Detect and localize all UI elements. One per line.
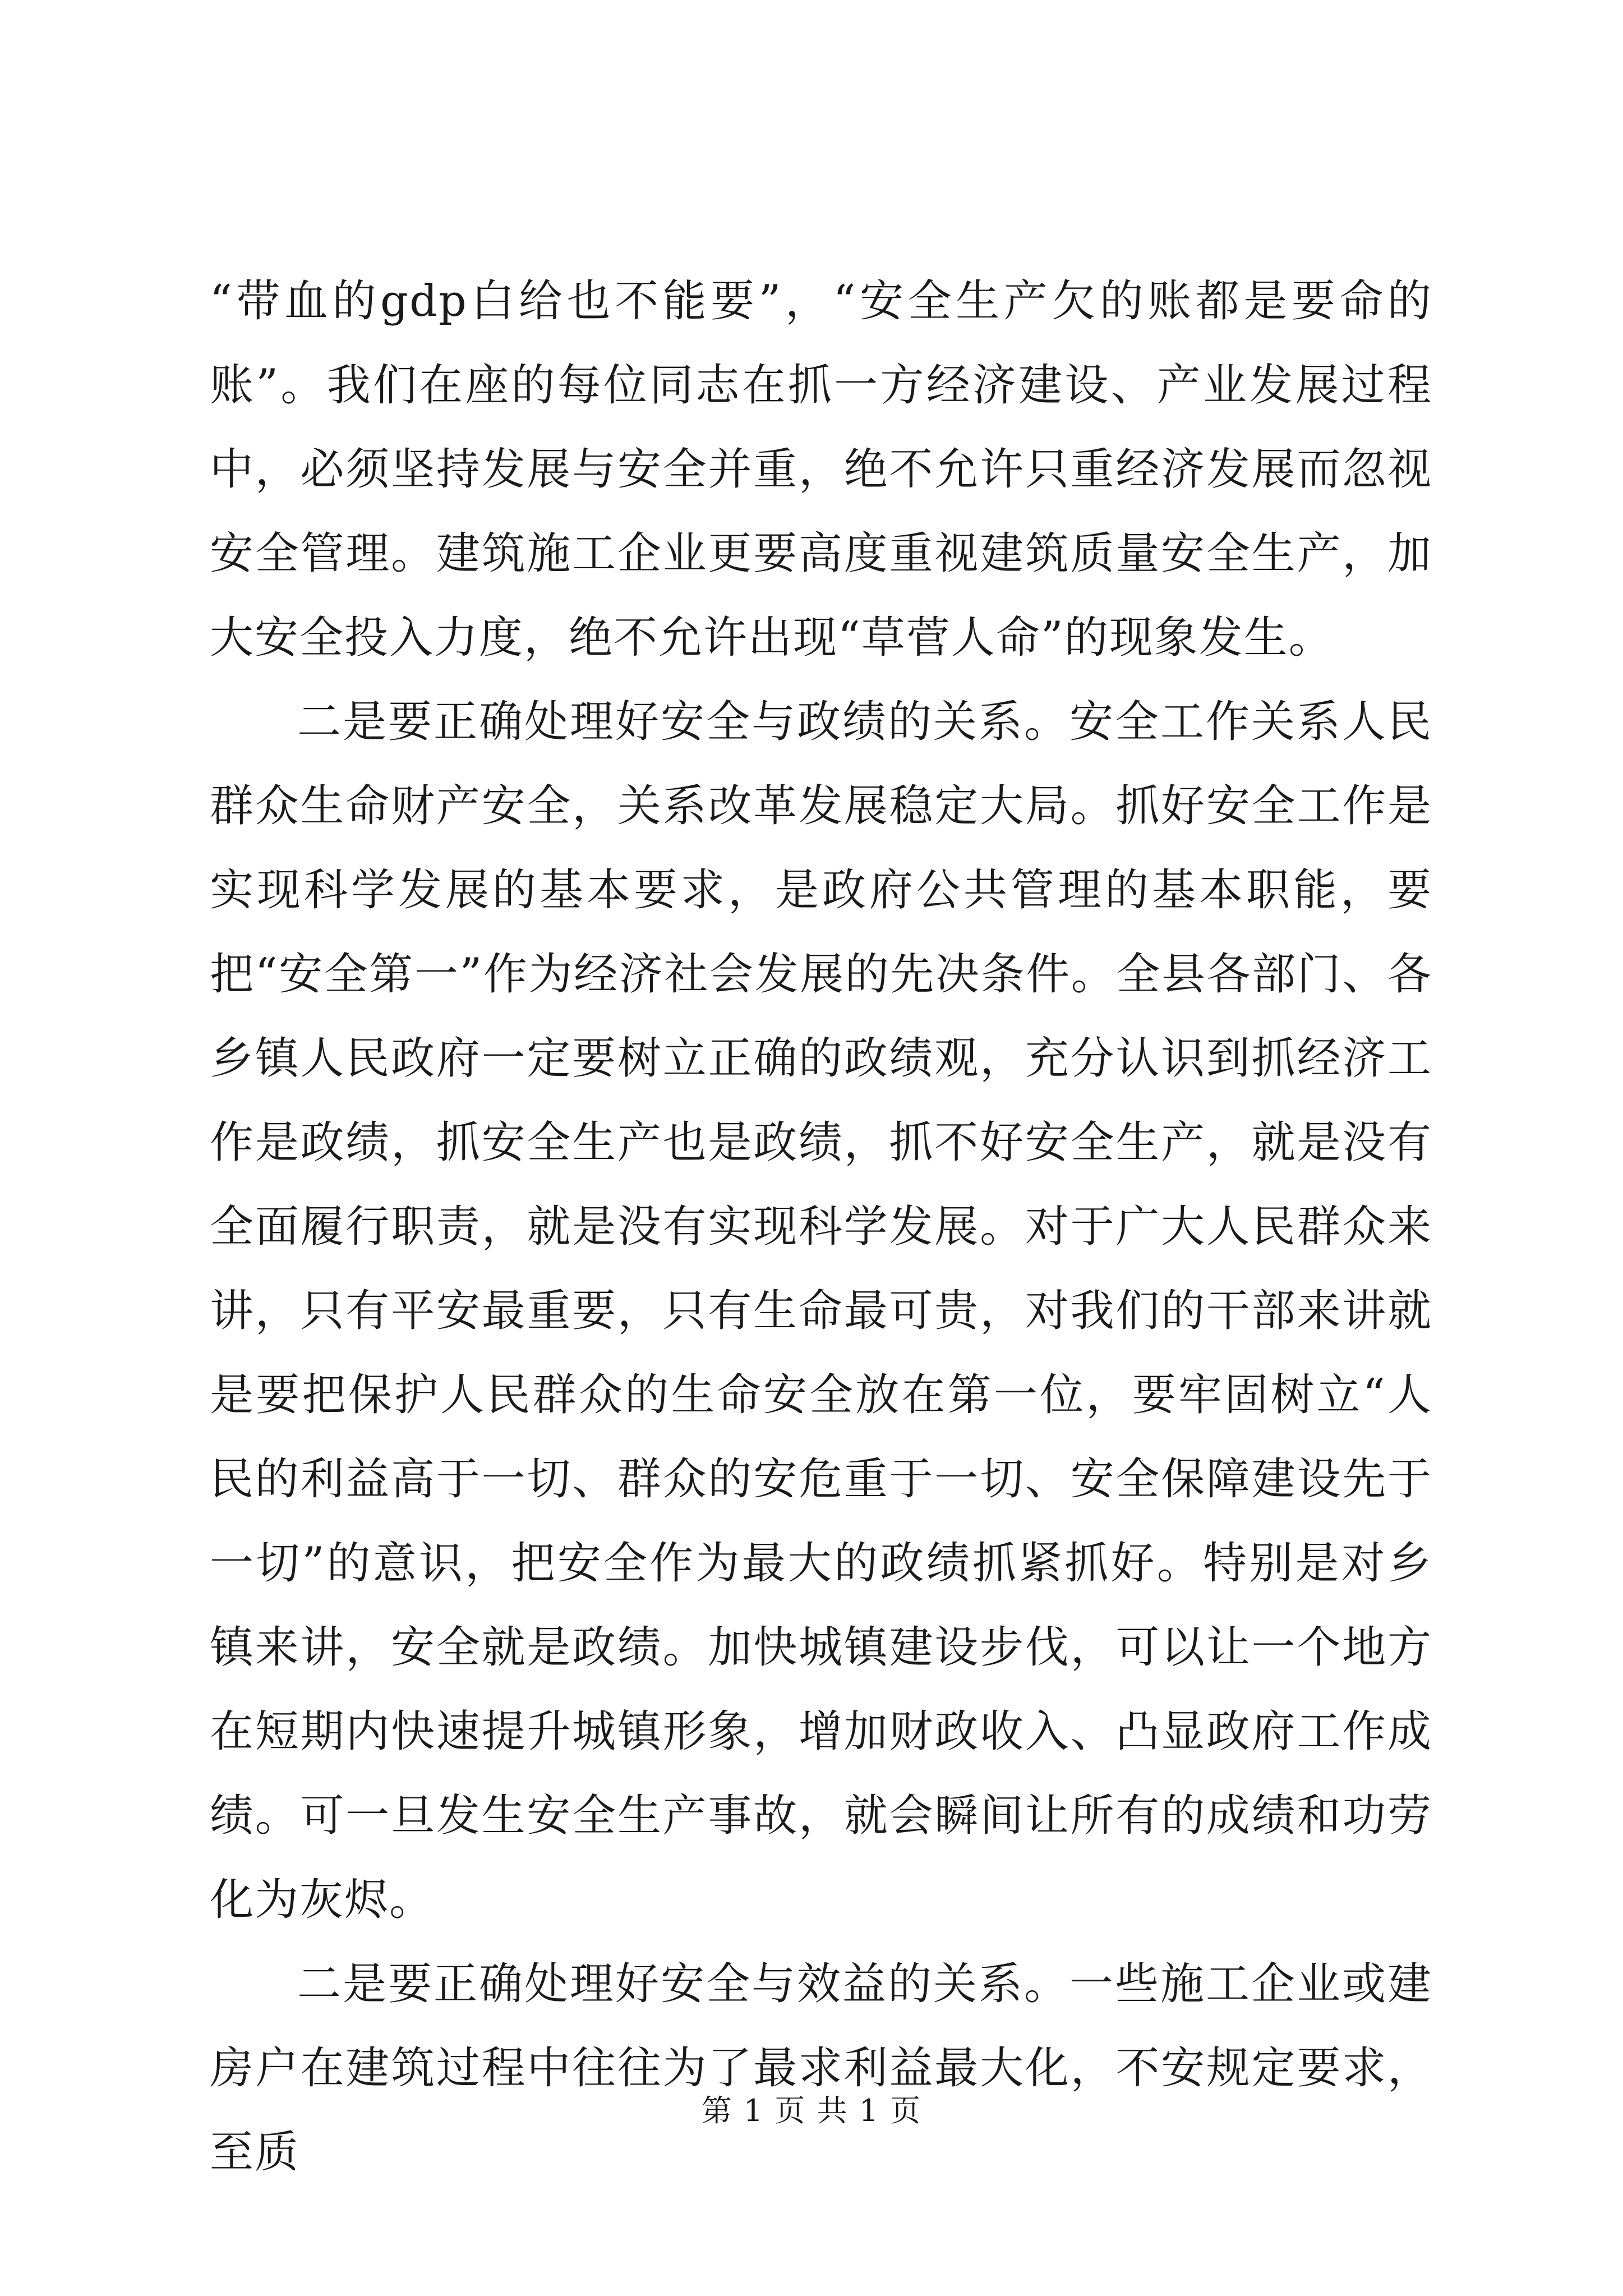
paragraph-1: “带血的gdp白给也不能要”，“安全生产欠的账都是要命的账”。我们在座的每位同志在抓一方经济建设、产业发展过程中，必须坚持发展与安全并重，绝不允许只重经济发展而忽视安全管理。建筑施工企业更要高度重视建筑质量安全生产，加大安全投入力度，绝不允许出现“草菅人命”的现象发生。 bbox=[210, 276, 1432, 663]
document-body bbox=[210, 259, 1432, 2194]
page-number-footer: 第 1 页 共 1 页 bbox=[701, 2093, 922, 2128]
paragraph-2: 二是要正确处理好安全与政绩的关系。安全工作关系人民群众生命财产安全，关系改革发展稳定大局。抓好安全工作是实现科学发展的基本要求，是政府公共管理的基本职能，要把“安全第一”作为经济社会发展的先决条件。全县各部门、各乡镇人民政府一定要树立正确的政绩观，充分认识到抓经济工作是政绩，抓安全生产也是政绩，抓不好安全生产，就是没有全面履行职责，就是没有实现科学发展。对于广大人民群众来讲，只有平安最重要，只有生命最可贵，对我们的干部来讲就是要把保护人民群众的生命安全放在第一位，要牢固树立“人民的利益高于一切、群众的安危重于一切、安全保障建设先于一切”的意识，把安全作为最大的政绩抓紧抓好。特别是对乡镇来讲，安全就是政绩。加快城镇建设步伐，可以让一个地方在短期内快速提升城镇形象，增加财政收入、凸显政府工作成绩。可一旦发生安全生产事故，就会瞬间让所有的成绩和功劳化为灰烬。 bbox=[210, 697, 1432, 1925]
paragraph-3: 二是要正确处理好安全与效益的关系。一些施工企业或建房户在建筑过程中往往为了最求利益最大化，不安规定要求，至质 bbox=[210, 1959, 1432, 2178]
